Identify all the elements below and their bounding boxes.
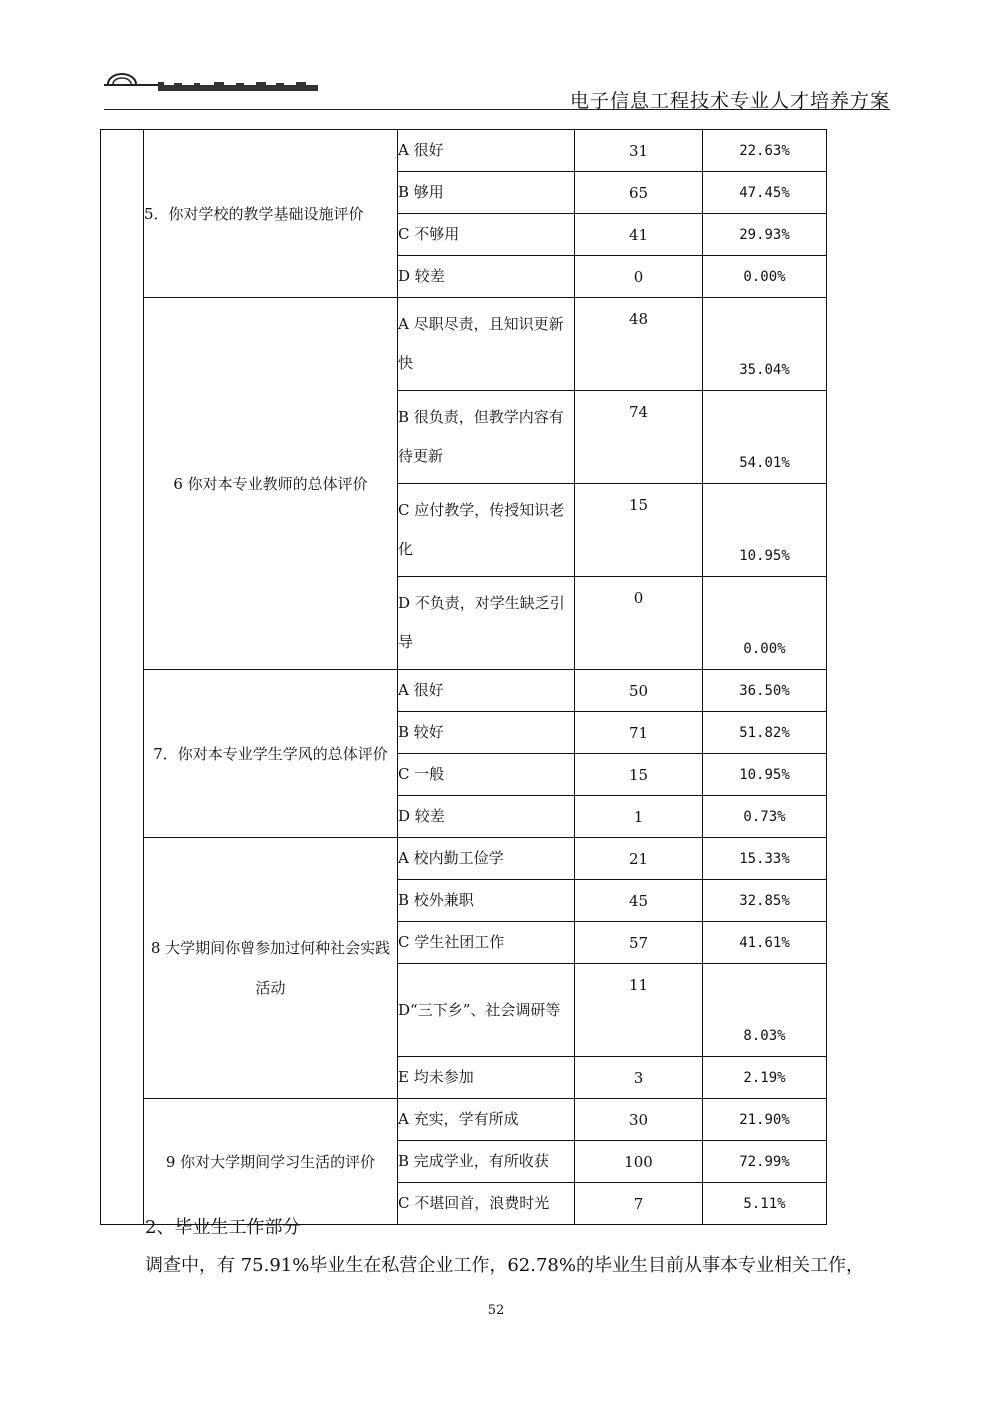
response-count: 74 <box>575 391 703 484</box>
response-percent: 10.95% <box>703 484 827 577</box>
option-label: A 很好 <box>398 670 575 712</box>
section-title: 2、毕业生工作部分 <box>145 1217 301 1238</box>
response-percent: 41.61% <box>703 922 827 964</box>
body-paragraph: 调查中，有 75.91%毕业生在私营企业工作，62.78%的毕业生目前从事本专业相关工作， <box>145 1255 864 1276</box>
survey-table <box>100 129 827 1225</box>
page-number: 52 <box>487 1303 505 1318</box>
response-percent: 47.45% <box>703 172 827 214</box>
response-percent: 72.99% <box>703 1141 827 1183</box>
option-label: A 校内勤工俭学 <box>398 838 575 880</box>
header-divider <box>104 109 890 110</box>
document-title: 电子信息工程技术专业人才培养方案 <box>569 90 890 112</box>
question-cell: 6 你对本专业教师的总体评价 <box>144 298 398 670</box>
option-label: D 较差 <box>398 796 575 838</box>
response-count: 1 <box>575 796 703 838</box>
response-count: 3 <box>575 1057 703 1099</box>
response-count: 21 <box>575 838 703 880</box>
option-label: C 不堪回首，浪费时光 <box>398 1183 575 1225</box>
option-label: E 均未参加 <box>398 1057 575 1099</box>
response-percent: 35.04% <box>703 298 827 391</box>
response-percent: 0.00% <box>703 577 827 670</box>
response-percent: 36.50% <box>703 670 827 712</box>
option-label: D“三下乡”、社会调研等 <box>398 964 575 1057</box>
response-count: 50 <box>575 670 703 712</box>
option-label: A 很好 <box>398 130 575 172</box>
response-count: 41 <box>575 214 703 256</box>
response-percent: 2.19% <box>703 1057 827 1099</box>
table-row <box>101 130 827 172</box>
option-label: D 较差 <box>398 256 575 298</box>
response-percent: 5.11% <box>703 1183 827 1225</box>
response-count: 0 <box>575 577 703 670</box>
response-count: 100 <box>575 1141 703 1183</box>
option-label: A 充实，学有所成 <box>398 1099 575 1141</box>
option-label: B 够用 <box>398 172 575 214</box>
response-count: 15 <box>575 484 703 577</box>
response-percent: 29.93% <box>703 214 827 256</box>
response-count: 7 <box>575 1183 703 1225</box>
response-percent: 51.82% <box>703 712 827 754</box>
response-count: 0 <box>575 256 703 298</box>
option-label: C 应付教学，传授知识老化 <box>398 484 575 577</box>
response-count: 31 <box>575 130 703 172</box>
option-label: D 不负责，对学生缺乏引导 <box>398 577 575 670</box>
option-label: C 一般 <box>398 754 575 796</box>
question-cell: 8 大学期间你曾参加过何种社会实践活动 <box>144 838 398 1099</box>
response-count: 65 <box>575 172 703 214</box>
option-label: C 不够用 <box>398 214 575 256</box>
header-logo <box>104 70 324 94</box>
question-cell: 5．你对学校的教学基础设施评价 <box>144 130 398 298</box>
option-label: B 完成学业，有所收获 <box>398 1141 575 1183</box>
response-percent: 8.03% <box>703 964 827 1057</box>
option-label: B 校外兼职 <box>398 880 575 922</box>
response-count: 30 <box>575 1099 703 1141</box>
response-count: 71 <box>575 712 703 754</box>
response-count: 45 <box>575 880 703 922</box>
response-count: 15 <box>575 754 703 796</box>
table-row <box>101 838 827 880</box>
question-cell: 9 你对大学期间学习生活的评价 <box>144 1099 398 1225</box>
response-percent: 32.85% <box>703 880 827 922</box>
table-row <box>101 1099 827 1141</box>
outer-category-cell <box>101 130 144 1225</box>
response-percent: 22.63% <box>703 130 827 172</box>
response-percent: 54.01% <box>703 391 827 484</box>
option-label: A 尽职尽责，且知识更新快 <box>398 298 575 391</box>
response-count: 48 <box>575 298 703 391</box>
option-label: C 学生社团工作 <box>398 922 575 964</box>
response-count: 11 <box>575 964 703 1057</box>
response-percent: 21.90% <box>703 1099 827 1141</box>
response-percent: 0.73% <box>703 796 827 838</box>
option-label: B 很负责，但教学内容有待更新 <box>398 391 575 484</box>
response-count: 57 <box>575 922 703 964</box>
question-cell: 7．你对本专业学生学风的总体评价 <box>144 670 398 838</box>
response-percent: 10.95% <box>703 754 827 796</box>
response-percent: 0.00% <box>703 256 827 298</box>
response-percent: 15.33% <box>703 838 827 880</box>
table-row <box>101 298 827 391</box>
option-label: B 较好 <box>398 712 575 754</box>
table-row <box>101 670 827 712</box>
